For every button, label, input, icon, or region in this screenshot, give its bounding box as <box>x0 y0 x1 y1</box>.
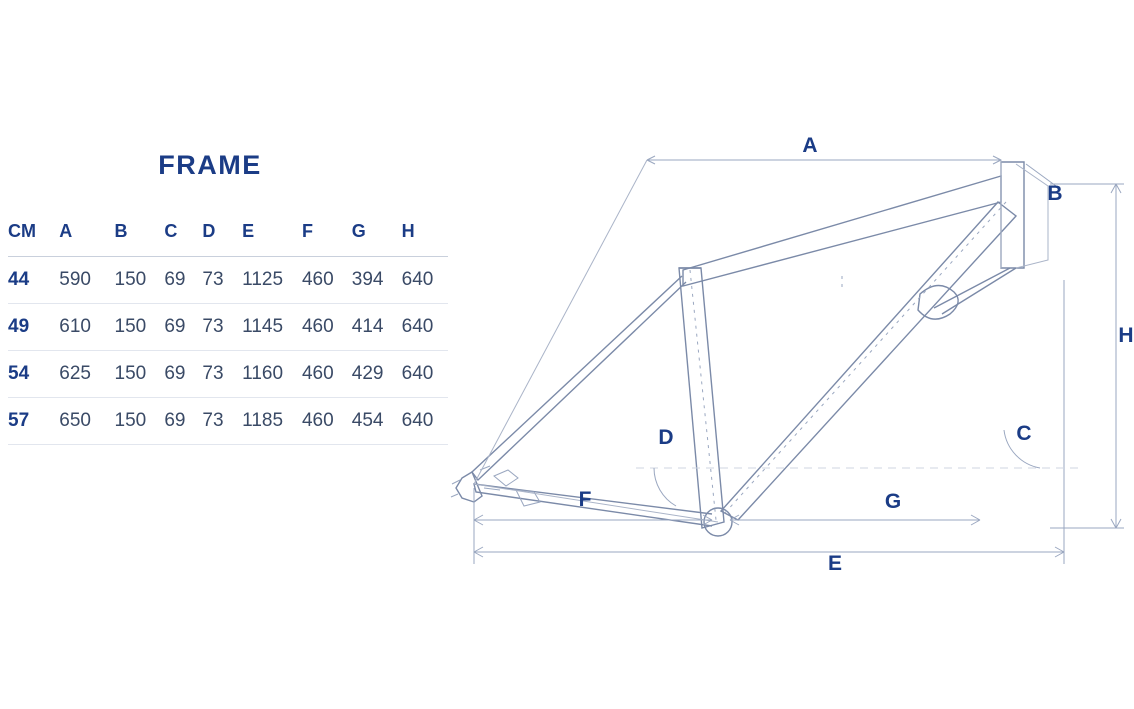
down-tube <box>721 202 1016 520</box>
dimension-a <box>647 156 1001 164</box>
cell-d: 73 <box>202 269 224 290</box>
cell-c: 69 <box>164 363 186 384</box>
dimension-e <box>474 280 1064 564</box>
cell-d: 73 <box>202 363 224 384</box>
cell-h: 640 <box>401 410 434 431</box>
cell-b: 150 <box>114 410 147 431</box>
column-header-cm: CM <box>8 209 59 257</box>
cell-f: 460 <box>301 410 334 431</box>
column-header-b: B <box>115 209 165 257</box>
table-row <box>8 351 448 398</box>
frame-geometry-drawing <box>450 90 1134 630</box>
table-header-row <box>8 209 448 257</box>
cell-c: 69 <box>164 316 186 337</box>
page-title: FRAME <box>158 150 262 180</box>
cell-f: 460 <box>301 269 334 290</box>
column-header-a: A <box>59 209 114 257</box>
column-header-d: D <box>202 209 242 257</box>
label-e: E <box>827 552 843 575</box>
cell-d: 73 <box>202 410 224 431</box>
column-header-e: E <box>242 209 302 257</box>
cell-f: 460 <box>301 363 334 384</box>
cell-b: 150 <box>114 269 147 290</box>
cell-size: 54 <box>8 363 30 384</box>
seat-stay <box>472 276 686 480</box>
label-g: G <box>884 490 902 513</box>
cell-a: 625 <box>59 363 91 384</box>
cell-d: 73 <box>202 316 224 337</box>
fork-crown <box>918 285 958 319</box>
cell-b: 150 <box>114 316 147 337</box>
cell-e: 1145 <box>242 316 284 337</box>
fork-blade <box>934 268 1016 314</box>
cell-c: 69 <box>164 410 186 431</box>
cell-h: 640 <box>401 316 434 337</box>
seat-tube <box>679 268 724 528</box>
hanger-detail <box>494 470 518 486</box>
cell-size: 44 <box>8 269 30 290</box>
cell-g: 414 <box>351 316 384 337</box>
cell-h: 640 <box>401 363 434 384</box>
column-header-g: G <box>352 209 402 257</box>
cell-g: 454 <box>351 410 384 431</box>
column-header-f: F <box>302 209 352 257</box>
cell-b: 150 <box>114 363 147 384</box>
cell-e: 1125 <box>242 269 284 290</box>
cell-size: 57 <box>8 410 30 431</box>
dimension-f <box>474 515 712 525</box>
label-a: A <box>802 134 818 157</box>
dimension-g <box>730 515 980 525</box>
cell-size: 49 <box>8 316 30 337</box>
cell-h: 640 <box>401 269 434 290</box>
label-f: F <box>578 488 592 511</box>
label-h: H <box>1118 324 1134 347</box>
frame-spec-panel <box>0 150 450 445</box>
angle-arc-d <box>654 468 676 506</box>
cell-c: 69 <box>164 269 186 290</box>
cell-g: 429 <box>351 363 384 384</box>
label-d: D <box>658 426 674 449</box>
frame-spec-table <box>8 209 448 445</box>
column-header-c: C <box>164 209 202 257</box>
label-c: C <box>1016 422 1032 445</box>
cell-a: 650 <box>59 410 91 431</box>
table-row <box>8 398 448 445</box>
cell-g: 394 <box>351 269 384 290</box>
table-row <box>8 304 448 351</box>
cell-f: 460 <box>301 316 334 337</box>
centerlines <box>690 202 1006 520</box>
cell-a: 610 <box>59 316 91 337</box>
label-b: B <box>1047 182 1063 205</box>
cell-e: 1185 <box>242 410 284 431</box>
table-row <box>8 257 448 304</box>
top-tube <box>683 176 1001 286</box>
dimension-h <box>1050 184 1124 528</box>
cell-e: 1160 <box>242 363 284 384</box>
cell-a: 590 <box>59 269 91 290</box>
head-tube <box>1001 162 1024 268</box>
column-header-h: H <box>402 209 448 257</box>
